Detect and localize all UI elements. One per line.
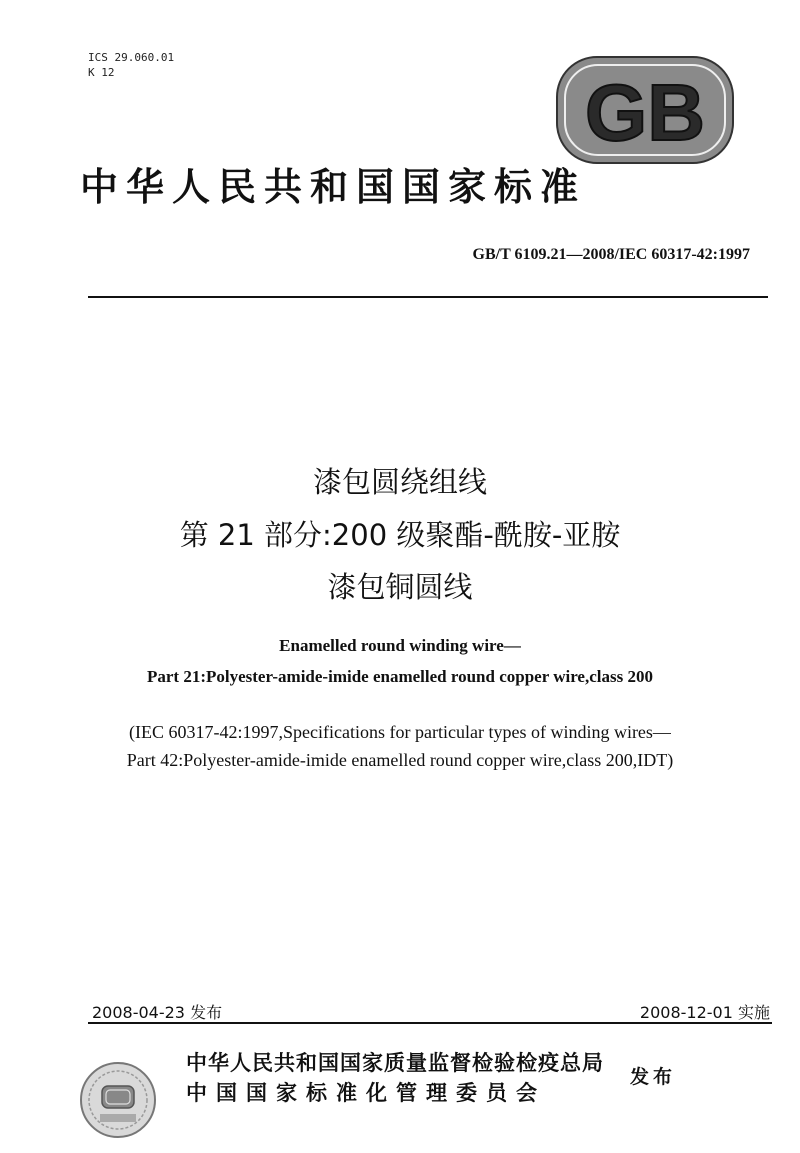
national-standard-title: 中华人民共和国国家标准: [80, 164, 587, 209]
implementation-date: 2008-12-01 实施: [639, 1003, 770, 1022]
chinese-title-line-3: 漆包铜圆线: [327, 570, 473, 604]
iec-reference-line-1: (IEC 60317-42:1997,Specifications for particular types of winding wires—: [129, 722, 671, 742]
chinese-title-line-2: 第 21 部分:200 级聚酯-酰胺-亚胺: [179, 518, 621, 552]
english-title-line-1: Enamelled round winding wire—: [279, 636, 521, 655]
ccs-code: K 12: [88, 66, 115, 79]
standard-number: GB/T 6109.21—2008/IEC 60317-42:1997: [472, 246, 750, 263]
english-title-line-2: Part 21:Polyester-amide-imide enamelled round copper wire,class 200: [147, 667, 653, 686]
ics-code: ICS 29.060.01: [88, 51, 175, 64]
anti-counterfeit-seal-icon: [78, 1060, 158, 1140]
release-label: 发布: [630, 1066, 677, 1088]
gb-logo: [555, 55, 735, 165]
issuer-line-2: 中国国家标准化管理委员会: [186, 1080, 546, 1105]
iec-reference-line-2: Part 42:Polyester-amide-imide enamelled round copper wire,class 200,IDT): [126, 750, 674, 770]
top-divider: [88, 296, 768, 298]
issue-date: 2008-04-23 发布: [92, 1003, 223, 1022]
issuer-line-1: 中华人民共和国国家质量监督检验检疫总局: [186, 1050, 604, 1075]
bottom-divider: [88, 1022, 772, 1024]
gb-logo-text: GB: [585, 68, 705, 157]
classification-codes: [88, 50, 174, 80]
chinese-title-line-1: 漆包圆绕组线: [312, 465, 487, 499]
